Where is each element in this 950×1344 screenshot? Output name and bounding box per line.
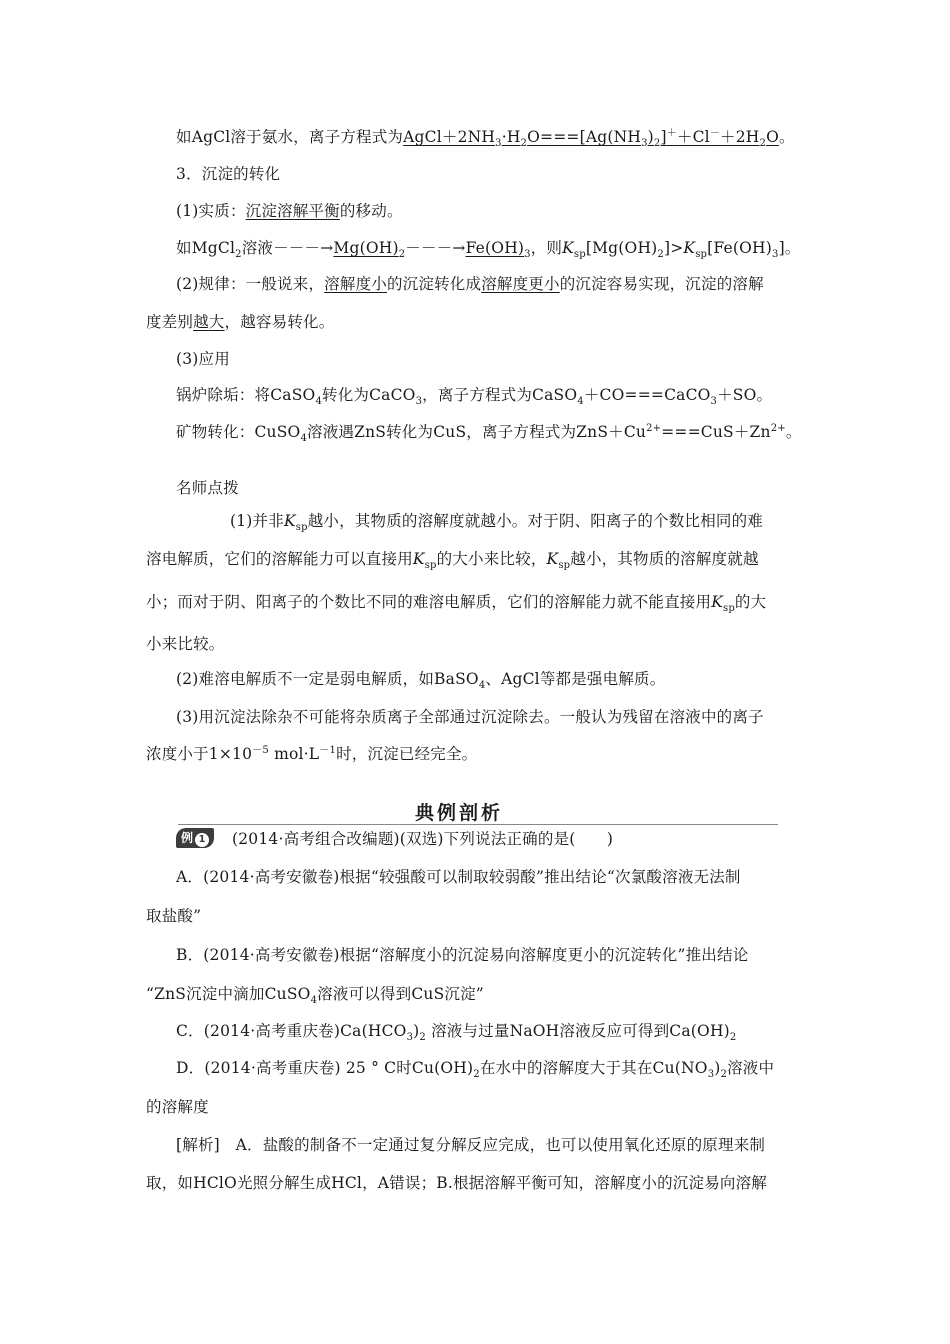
tip-line-4: 小来比较。 bbox=[146, 635, 225, 653]
tip-line-1: (1)并非$K_{sp}$越小，其物质的溶解度就越小。对于阴、阳离子的个数比相同的难 bbox=[230, 512, 763, 534]
tip-line-7: 浓度小于$1\times 10^{-5}$ $mol\cdot L^{-1}$时，沉淀已经完全。 bbox=[146, 744, 478, 763]
boiler-scale-line: 锅炉除垢：将CaSO$_4$转化为CaCO$_3$，离子方程式为CaSO$_4$＋CO===CaCO$_3$＋SO。 bbox=[176, 386, 773, 408]
tip-line-2: 溶电解质，它们的溶解能力可以直接用$K_{sp}$的大小来比较，$K_{sp}$越小，其物质的溶解度就越 bbox=[146, 550, 759, 572]
example-badge: 例 1 bbox=[176, 828, 214, 848]
tip-line-3: 小；而对于阴、阳离子的个数比不同的难溶电解质，它们的溶解能力就不能直接用$K_{sp}$的大 bbox=[146, 593, 767, 615]
option-d-line-2: 的溶解度 bbox=[146, 1098, 209, 1116]
option-a-line-1: A．(2014·高考安徽卷)根据“较强酸可以制取较弱酸”推出结论“次氯酸溶液无法制 bbox=[176, 868, 741, 886]
agcl-equation: $AgCl+2NH_3\cdot H_2O===[Ag(NH_3)_2]^++Cl^-+2H_2O$ bbox=[403, 127, 779, 150]
question-stem: (2014·高考组合改编题)(双选)下列说法正确的是( ) bbox=[232, 830, 614, 848]
option-a-line-2: 取盐酸” bbox=[146, 907, 202, 925]
section-divider bbox=[178, 824, 778, 825]
option-c-line: C．(2014·高考重庆卷)$Ca(HCO_3)_2$ 溶液与过量NaOH溶液反应可得到$Ca(OH)_2$ bbox=[176, 1022, 737, 1044]
mgcl2-example-line: 如MgCl$_2$溶液$---\to Mg(OH)_2---\to Fe(OH)_3$，则$K_{sp}[Mg(OH)_2]>K_{sp}[Fe(OH)_3]$。 bbox=[176, 239, 801, 261]
analysis-line-2: 取，如HClO光照分解生成HCl，A错误；B.根据溶解平衡可知，溶解度小的沉淀易向溶解 bbox=[146, 1174, 767, 1192]
option-d-line-1: D．(2014·高考重庆卷) 25 ° C时$Cu(OH)_2$在水中的溶解度大于其在$Cu(NO_3)_2$溶液中 bbox=[176, 1059, 775, 1081]
application-heading: (3)应用 bbox=[176, 350, 230, 368]
agcl-ammonia-line: 如AgCl溶于氨水，离子方程式为$AgCl+2NH_3\cdot H_2O===[Ag(NH_3)_2]^++Cl^-+2H_2O$。 bbox=[176, 127, 795, 150]
tip-line-6: (3)用沉淀法除杂不可能将杂质离子全部通过沉淀除去。一般认为残留在溶液中的离子 bbox=[176, 708, 764, 726]
rule-line-1: (2)规律：一般说来，溶解度小的沉淀转化成溶解度更小的沉淀容易实现，沉淀的溶解 bbox=[176, 275, 764, 293]
essence-line: (1)实质：沉淀溶解平衡的移动。 bbox=[176, 202, 403, 220]
mineral-conversion-line: 矿物转化：CuSO$_4$溶液遇ZnS转化为CuS，离子方程式为$ZnS+Cu^{2+}===CuS+Zn^{2+}$。 bbox=[176, 422, 802, 445]
teacher-tip-heading: 名师点拨 bbox=[176, 479, 239, 497]
heading-precipitate-conversion: 3．沉淀的转化 bbox=[176, 165, 281, 183]
tip-line-5: (2)难溶电解质不一定是弱电解质，如BaSO$_4$、AgCl等都是强电解质。 bbox=[176, 670, 666, 692]
section-title: 典例剖析 bbox=[415, 802, 504, 824]
option-b-line-1: B．(2014·高考安徽卷)根据“溶解度小的沉淀易向溶解度更小的沉淀转化”推出结论 bbox=[176, 946, 749, 964]
analysis-line-1: [解析] A．盐酸的制备不一定通过复分解反应完成，也可以使用氧化还原的原理来制 bbox=[176, 1136, 766, 1154]
option-b-line-2: “ZnS沉淀中滴加CuSO$_4$溶液可以得到CuS沉淀” bbox=[146, 985, 484, 1007]
rule-line-2: 度差别越大，越容易转化。 bbox=[146, 313, 335, 331]
